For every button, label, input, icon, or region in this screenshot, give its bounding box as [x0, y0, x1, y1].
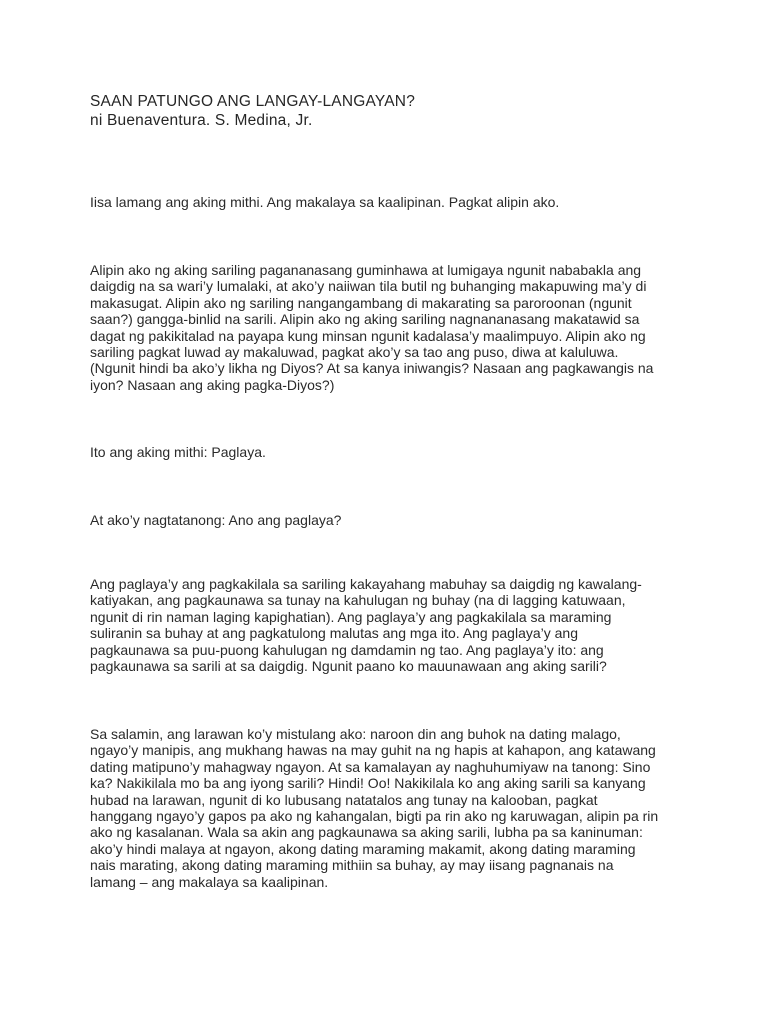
- paragraph-line: Alipin ako ng aking sariling pagananasang guminhawa at lumigaya ngunit nababakla ang: [90, 262, 642, 278]
- paragraph-line: hanggang ngayo’y gapos pa ako ng kahangalan, bigti pa rin ako ng karuwagan, alipin pa rin: [90, 808, 659, 825]
- paragraph-line: Sa salamin, ang larawan ko’y mistulang ako: naroon din ang buhok na dating malago,: [90, 726, 621, 742]
- paragraph-line: iyon? Nasaan ang aking pagka-Diyos?): [90, 376, 335, 393]
- paragraph-line: dating matipuno’y mahagway ngayon. At sa kamalayan ay naghuhumiyaw na tanong: Sino: [90, 758, 651, 775]
- paragraph-line: pagkaunawa sa sarili at sa daigdig. Ngunit paano ko mauunawaan ang aking sarili?: [90, 658, 607, 675]
- paragraph-line: ngayo’y manipis, ang mukhang hawas na may guhit na ng hapis at kahapon, ang katawang: [90, 742, 656, 759]
- paragraph-line: Ito ang aking mithi: Paglaya.: [90, 444, 266, 460]
- paragraph-line: ako ng kasalanan. Wala sa akin ang pagkaunawa sa aking sarili, lubha pa sa kaninuman:: [90, 824, 643, 841]
- paragraph-line: Ang paglaya’y ang pagkakilala sa sariling kakayahang mabuhay sa daigdig ng kawalang-: [90, 576, 642, 592]
- paragraph-line: sariling pagkat luwad ay makaluwad, pagkat ako’y sa tao ang puso, diwa at kaluluwa.: [90, 344, 619, 361]
- paragraph-1: [90, 194, 680, 210]
- paragraph-line: At ako’y nagtatanong: Ano ang paglaya?: [90, 512, 342, 528]
- paragraph-4: [90, 512, 680, 528]
- paragraph-line: daigdig na sa wari’y lumalaki, at ako’y naiiwan tila butil ng buhanging makapuwing ma’y di: [90, 278, 647, 295]
- paragraph-line: Iisa lamang ang aking mithi. Ang makalaya sa kaalipinan. Pagkat alipin ako.: [90, 194, 560, 210]
- paragraph-line: nais marating, akong dating maraming mithiin sa buhay, ay may iisang pagnanais na: [90, 857, 614, 874]
- paragraph-line: lamang – ang makalaya sa kaalipinan.: [90, 873, 329, 890]
- paragraph-line: dagat ng pakikitalad na payapa kung minsan ngunit kadalasa’y maalimpuyo. Alipin ako ng: [90, 327, 646, 344]
- paragraph-line: ako’y hindi malaya at ngayon, akong dating maraming makamit, akong dating maraming: [90, 840, 636, 857]
- document-author: ni Buenaventura. S. Medina, Jr.: [90, 112, 313, 129]
- paragraph-5: [90, 576, 680, 674]
- paragraph-line: saan?) gangga-binlid na sarili. Alipin ako ng aking sariling nagnananasang makatawid sa: [90, 311, 640, 328]
- paragraph-6: [90, 726, 680, 890]
- paragraph-line: makasugat. Alipin ako ng sariling nangangambang di makarating sa paroroonan (ngunit: [90, 294, 632, 311]
- paragraph-line: ngunit di rin naman laging kapighatian). Ang paglaya’y ang pagkakilala sa maraming: [90, 608, 612, 625]
- document-title: SAAN PATUNGO ANG LANGAY-LANGAYAN?: [90, 93, 416, 110]
- paragraph-line: ka? Nakikilala mo ba ang iyong sarili? Hindi! Oo! Nakikilala ko ang aking sarili sa kanyang: [90, 775, 646, 792]
- paragraph-line: (Ngunit hindi ba ako’y likha ng Diyos? At sa kanya iniwangis? Nasaan ang pagkawangis na: [90, 360, 654, 377]
- paragraph-line: pagkaunawa sa puu-puong kahulugan ng damdamin ng tao. Ang paglaya’y ito: ang: [90, 641, 604, 658]
- paragraph-2: [90, 262, 680, 393]
- paragraph-line: hubad na larawan, ngunit di ko lubusang natatalos ang tunay na kalooban, pagkat: [90, 791, 598, 808]
- paragraph-line: suliranin sa buhay at ang pagkatulong malutas ang mga ito. Ang paglaya’y ang: [90, 625, 579, 642]
- paragraph-3: [90, 444, 680, 460]
- paragraph-line: katiyakan, ang pagkaunawa sa tunay na kahulugan ng buhay (na di lagging katuwaan,: [90, 592, 626, 609]
